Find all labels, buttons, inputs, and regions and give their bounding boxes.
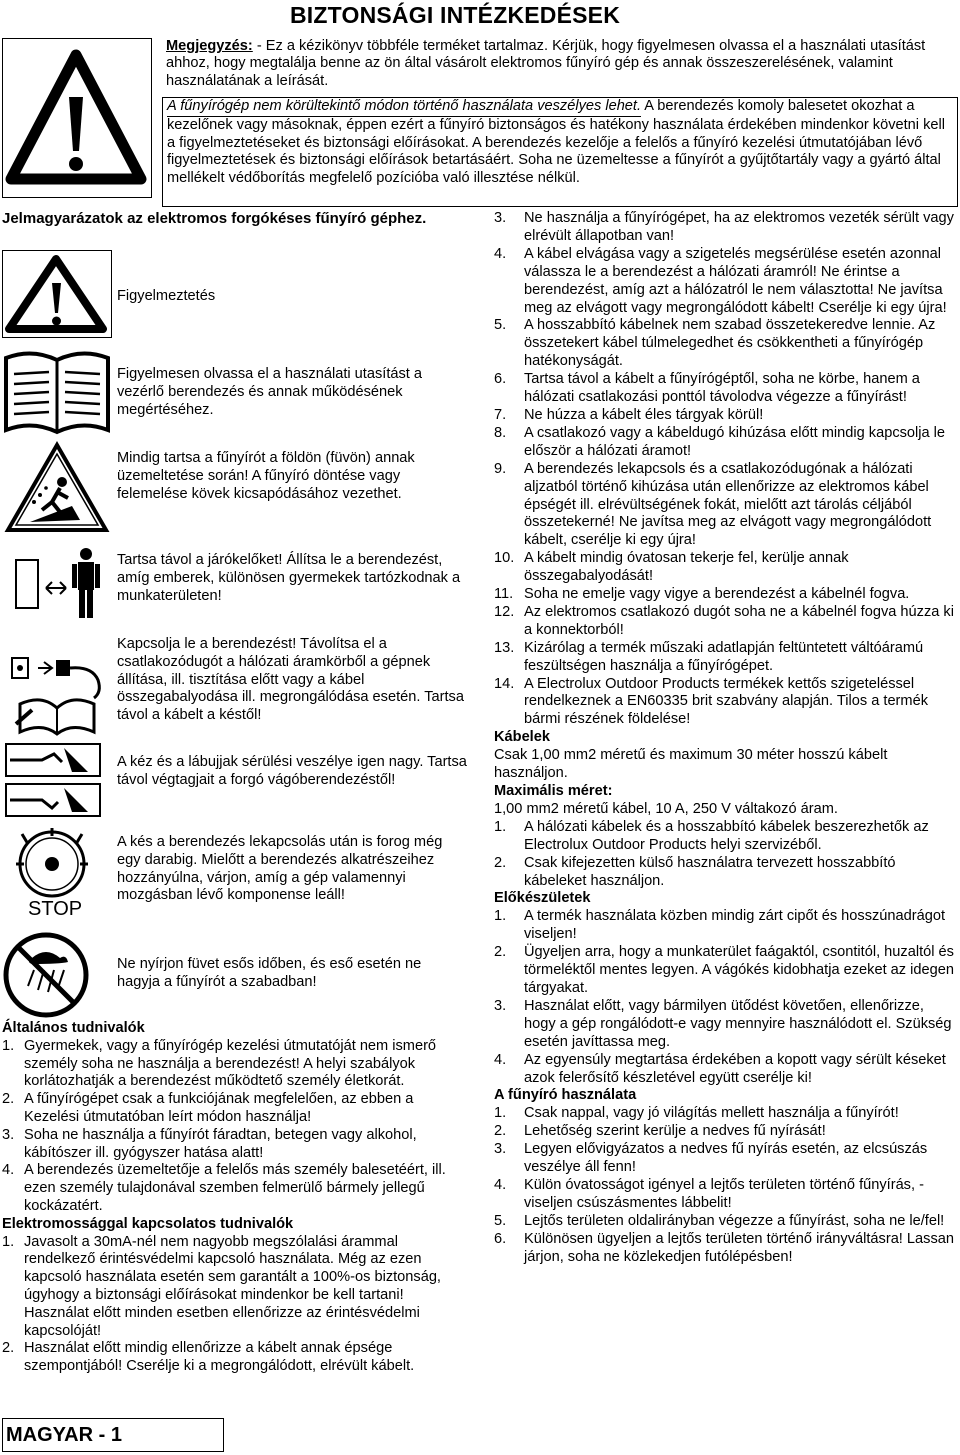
hazard-box [162, 97, 958, 207]
list-text: Soha ne emelje vagy vigye a berendezést a kábelnél fogva. [524, 586, 910, 603]
hand-foot-injury-icon [2, 740, 112, 820]
legend-warning-text: Figyelmeztetés [117, 288, 216, 304]
list-text: A Electrolux Outdoor Products termékek kettős szigeteléssel rendelkeznek a EN60335 brit szabvány alapján. Tilos a termék bármi részének földelése! [524, 675, 928, 728]
list-item [494, 640, 956, 676]
list-item: 1. A hálózati kábelek és a hosszabbító kábelek beszerezhetők az Electrolux Outdoor Products helyi szervizéből. [494, 818, 929, 853]
electrical-title: Elektromossággal kapcsolatos tudnivalók [2, 1215, 294, 1232]
manual-symbol [2, 346, 112, 436]
page-footer: MAGYAR - 1 [2, 1418, 224, 1452]
list-number: 5. [494, 317, 507, 334]
list-item: 4. A berendezés üzemeltetője a felelős más személy balesetéért, ill. ezen személy tulajdonával szemben felmerülő bármely jellegű kockázatért. [2, 1162, 446, 1214]
warning-triangle-icon [3, 39, 150, 196]
legend-title: Jelmagyarázatok az elektromos forgókéses fűnyíró géphez. [2, 210, 427, 227]
list-text: Tartsa távol a kábelt a fűnyírógéptől, soha ne körbe, hanem a hálózati csatlakozási ponttól távolodva végezze a fűnyírást! [524, 371, 920, 406]
legend-hand-text: A kéz és a lábujjak sérülési veszélye igen nagy. Tartsa távol végtagjait a forgó vágóberendezéstől! [117, 754, 467, 788]
list-item: 1. Csak nappal, vagy jó világítás mellett használja a fűnyírót! [494, 1105, 899, 1122]
general-section [2, 1020, 472, 1376]
rotating-blade-icon [2, 826, 112, 901]
list-item: 3. Használat előtt, vagy bármilyen ütődést követően, ellenőrizze, hogy a gép rongálódott-e vagy mennyire használódott el. Szükség esetén javíttassa meg. [494, 997, 952, 1050]
list-number: 4. [494, 245, 507, 262]
list-item [494, 246, 956, 318]
list-number: 11. [494, 586, 514, 603]
list-item: 2. Ügyeljen arra, hogy a munkaterület faágaktól, csontitól, huzaltól és törmeléktől mentes legyen. A vágókés kidobhatja ezeket az idegen tárgyakat. [494, 944, 954, 996]
right-column [494, 210, 956, 1266]
note-text: - Ez a kézikönyv többféle terméket tartalmaz. Kérjük, hogy figyelmesen olvassa el a használati utasítást ahhoz, hogy megtalálja benne az ön által vásárolt elektromos fűnyíró gép és annak összeszerelésének, valamint használatának a leírását. [166, 38, 926, 89]
legend-blade-text: A kés a berendezés lekapcsolás után is forog még egy darabig. Mielőtt a berendezés alkatrészeihez hozzányúlna, várjon, amíg a gép valamennyi mozgásban lévő komponense leáll! [117, 834, 443, 904]
left-column [2, 210, 472, 228]
list-text: A kábel elvágása vagy a szigetelés megsérülése esetén azonnal válassza le a berendezést a hálózati áramról! Ne érintse a berendezést, amíg azt a hálózatról le nem választotta! Ne javítsa meg az elvágott vagy megrongálódott kábelt! Cserélje ki egy újra! [524, 245, 947, 316]
list-text: A kábelt mindig óvatosan tekerje fel, kerülje annak összegabalyodását! [524, 550, 849, 585]
list-item: 2. Használat előtt mindig ellenőrizze a kábelt annak épsége szempontjából! Cserélje ki a megrongálódott, elrévült kábelt. [2, 1340, 415, 1375]
list-item [494, 371, 956, 407]
list-item [494, 425, 956, 461]
legend-rain-text: Ne nyírjon füvet esős időben, és eső esetén ne hagyja a fűnyírót a szabadban! [117, 956, 422, 990]
list-item [494, 604, 956, 640]
list-text: Ne húzza a kábelt éles tárgyak körül! [524, 406, 764, 423]
note-paragraph [166, 38, 956, 90]
list-item: 2. A fűnyírógépet csak a funkciójának megfelelően, az ebben a Kezelési útmutatóban leírt módon használja! [2, 1091, 414, 1125]
list-item [494, 317, 956, 371]
hazard-first-sentence: A fűnyírógép nem körültekintő módon történő használata veszélyes lehet. [167, 98, 641, 117]
list-item [494, 210, 956, 246]
max-size-text: 1,00 mm2 méretű kábel, 10 A, 250 V váltakozó áram. [494, 800, 838, 817]
legend-ground-text: Mindig tartsa a fűnyírót a földön (füvön) annak üzemeltetése során! A fűnyíró döntése vagy felemelése kövek kicsapódásához vezethet. [117, 450, 415, 502]
electrical-list-continued [494, 210, 956, 729]
usage-title: A fűnyíró használata [494, 1087, 637, 1104]
list-item: 5. Lejtős területen oldalirányban végezze a fűnyírást, soha ne le/fel! [494, 1212, 945, 1229]
list-text: A csatlakozó vagy a kábeldugó kihúzása előtt mindig kapcsolja le először a hálózati áramot! [524, 424, 946, 459]
list-number: 14. [494, 675, 515, 692]
list-text: A berendezés lekapcsols és a csatlakozódugónak a hálózati aljzatból történő kihúzása után ellenőrizze az elektromos kábel épségét ill. elrévültségének fokát, mielőtt azt tárolás céljából összetekerné! Ne javítsa meg az elvágott vagy megrongálódott kábelt, cserélje ki egy újra! [524, 460, 932, 549]
list-item: 6. Különösen ügyeljen a lejtős területen történő irányváltásra! Lassan járjon, soha ne közlekedjen futólépésben! [494, 1230, 954, 1265]
bystanders-symbol [2, 540, 112, 630]
warning-symbol [2, 250, 112, 338]
note-label: Megjegyzés: [166, 38, 253, 54]
list-number: 10. [494, 550, 515, 567]
rain-symbol [2, 930, 112, 1020]
list-text: Az elektromos csatlakozó dugót soha ne a kábelnél fogva húzza ki a konnektorból! [524, 603, 954, 638]
list-item [494, 676, 956, 730]
open-book-icon [2, 346, 112, 436]
legend-disconnect-text: Kapcsolja le a berendezést! Távolítsa el a csatlakozódugót a hálózati áramkörből a gépnek állítása, ill. tisztítása előtt vagy a kábel összegabalyodása ill. megrongálódása esetén. Tartsa távol a kábelt a késtől! [117, 636, 464, 724]
list-item [494, 461, 956, 551]
general-title: Általános tudnivalók [2, 1020, 145, 1036]
warning-triangle-icon [3, 251, 110, 336]
list-number: 3. [494, 210, 507, 226]
list-item: 2. Lehetőség szerint kerülje a nedves fű nyírását! [494, 1123, 826, 1140]
list-item: 3. Legyen elővigyázatos a nedves fű nyírás esetén, az elcsúszás veszélye áll fenn! [494, 1141, 928, 1176]
list-item: 1. A termék használata közben mindig zárt cipőt és hosszúnadrágot viseljen! [494, 908, 946, 943]
keep-distance-icon [2, 540, 112, 630]
legend-manual-text: Figyelmesen olvassa el a használati utasítást a vezérlő berendezés és annak működésének megértéséhez. [117, 366, 423, 418]
cables-title: Kábelek [494, 729, 550, 746]
stop-label: STOP [28, 898, 83, 920]
list-text: Kizárólag a termék műszaki adatlapján feltüntetett váltóáramú feszültségen használja a fűnyírógépet. [524, 639, 924, 674]
no-rain-icon [2, 930, 112, 1020]
list-item: 2. Csak kifejezetten külső használatra tervezett hosszabbító kábeleket használjon. [494, 854, 896, 889]
list-number: 6. [494, 371, 507, 388]
list-number: 12. [494, 603, 515, 620]
max-size-title: Maximális méret: [494, 783, 613, 799]
unplug-icon [2, 636, 112, 736]
hand-foot-symbol [2, 740, 112, 820]
legend-bystanders-text: Tartsa távol a járókelőket! Állítsa le a berendezést, amíg emberek, különösen gyermekek tartózkodnak a munkaterületen! [117, 552, 461, 604]
list-number: 8. [494, 424, 507, 441]
list-item: 4. Külön óvatosságot igényel a lejtős területen történő fűnyírás, - viseljen csúszásmentes lábbelit! [494, 1176, 924, 1211]
preparations-title: Előkészületek [494, 890, 591, 907]
list-item: 1. Javasolt a 30mA-nél nem nagyobb megszólalási árammal rendelkező érintésvédelmi kapcsoló használata. Még az ezen kapcsoló használata esetén sem garantált a 100%-os biztonság, úgyhogy a biztonsági előírásokat mindenkor be kell tartani! Használat előtt minden esetben ellenőrizze az érintésvédelmi kapcsolóját! [2, 1233, 441, 1339]
list-item [494, 550, 956, 586]
stop-symbol [2, 826, 112, 926]
list-number: 7. [494, 406, 507, 423]
list-number: 9. [494, 460, 507, 477]
list-item [494, 407, 956, 425]
list-item [494, 586, 956, 604]
thrown-objects-warning-icon [2, 440, 112, 535]
thrown-objects-symbol [2, 440, 112, 535]
warning-sign-box [2, 38, 152, 198]
disconnect-symbol [2, 636, 112, 736]
page-title: BIZTONSÁGI INTÉZKEDÉSEK [290, 2, 621, 28]
list-item: 3. Soha ne használja a fűnyírót fáradtan, betegen vagy alkohol, kábítószer ill. gyógyszer hatása alatt! [2, 1126, 417, 1161]
cables-text: Csak 1,00 mm2 méretű és maximum 30 méter hosszú kábelt használjon. [494, 747, 888, 782]
list-text: Ne használja a fűnyírógépet, ha az elektromos vezeték sérült vagy elrévült állapotban van! [524, 210, 954, 244]
list-item: 4. Az egyensúly megtartása érdekében a kopott vagy sérült késeket azok felerősítő készletével együtt cserélje ki! [494, 1051, 946, 1086]
list-item: 1. Gyermekek, vagy a fűnyírógép kezelési útmutatóját nem ismerő személy soha ne használja a berendezést! A helyi szabályok korlátozhatják a berendezést működtető személy életkorát. [2, 1037, 437, 1090]
list-text: A hosszabbító kábelnek nem szabad összetekeredve lennie. Az összetekert kábel túlmelegedhet és csökkentheti a fűnyírógép hatékonyságát. [524, 317, 936, 370]
hazard-text: A berendezés komoly balesetet okozhat a kezelőnek vagy másoknak, éppen ezért a fűnyíró biztonságos és hatékony használata érdekében mindenkor követni kell a figyelmeztetéseket és biztonsági előírásokat. A berendezés kezelője a felelős a fűnyíró kezelési útmutatójában lévő figyelmeztetések és biztonsági előírások betartásáért. Soha ne üzemeltesse a fűnyírót a gyűjtőtartály vagy a gyártó által mellékelt védőborítás megfelelő pozícióba való illesztése nélkül. [167, 98, 945, 187]
list-number: 13. [494, 639, 515, 656]
